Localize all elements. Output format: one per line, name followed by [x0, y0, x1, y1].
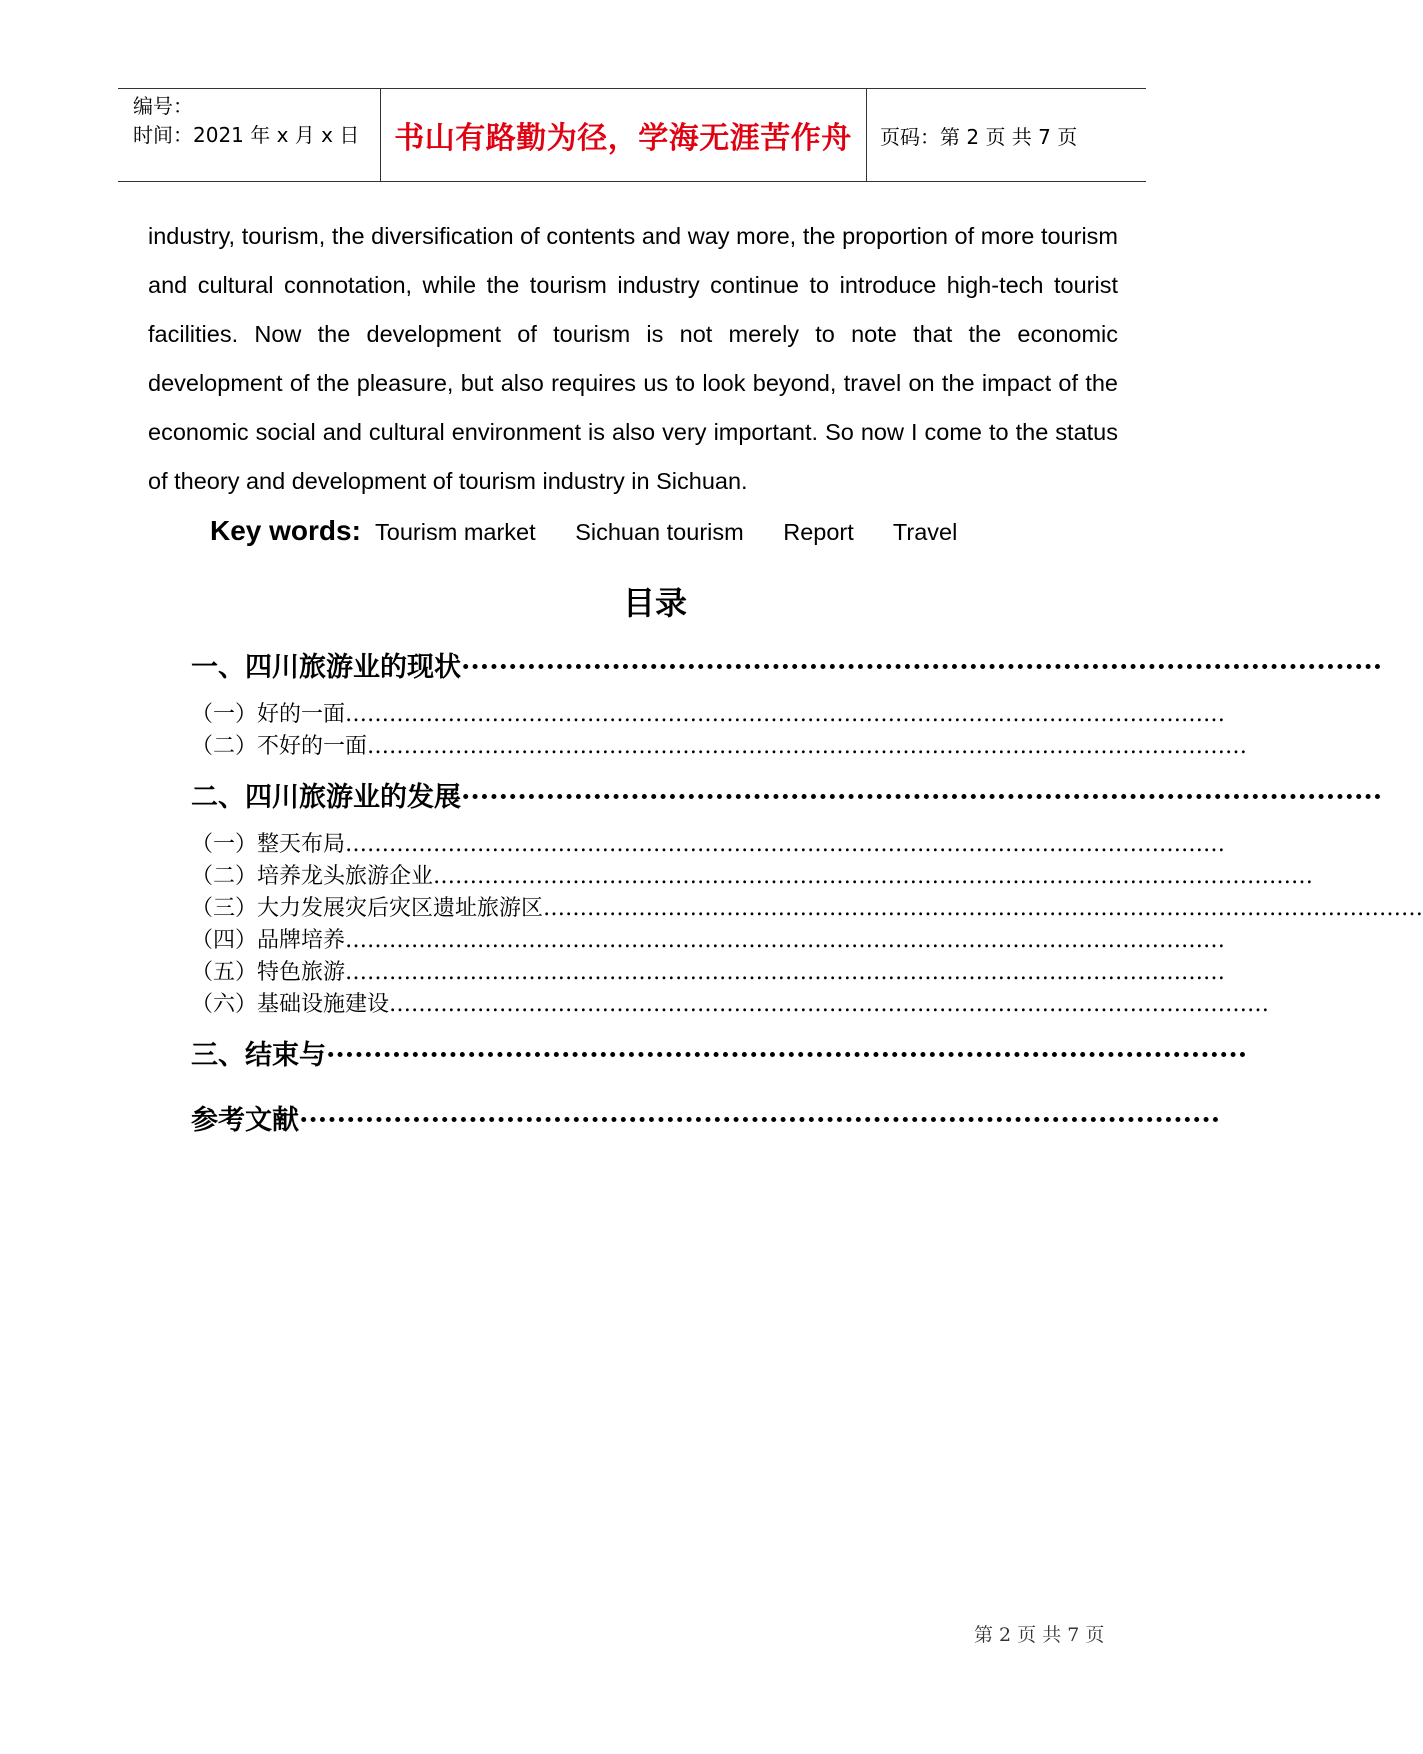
toc-entry[interactable]: [191, 775, 1383, 814]
header-page-info: 页码：第 2 页 共 7 页: [880, 125, 1078, 149]
toc-entry[interactable]: [191, 891, 1423, 922]
keyword-item: Report: [783, 519, 854, 545]
header-divider-left: [380, 88, 381, 181]
header-motto: 书山有路勤为径，学海无涯苦作舟: [394, 121, 852, 156]
toc-leader-dots: …………………………………………………………………………………………………………: [345, 832, 1226, 857]
toc-entry-label: （二）不好的一面: [191, 734, 368, 759]
toc-leader-dots: ··································································································: [299, 1105, 1221, 1136]
header-top-rule: [118, 88, 1146, 89]
toc-leader-dots: ··································································································: [326, 1040, 1248, 1071]
toc-entry-label: 一、四川旅游业的现状: [191, 652, 461, 683]
toc-entry-label: 二、四川旅游业的发展: [191, 782, 461, 813]
toc-entry[interactable]: [191, 987, 1270, 1018]
toc-entry[interactable]: [191, 697, 1226, 728]
footer-page-number: 第 2 页 共 7 页: [974, 1624, 1105, 1646]
toc-leader-dots: …………………………………………………………………………………………………………: [345, 960, 1226, 985]
toc-leader-dots: …………………………………………………………………………………………………………: [433, 864, 1314, 889]
toc-leader-dots: …………………………………………………………………………………………………………: [543, 896, 1423, 921]
toc-entry[interactable]: [191, 923, 1226, 954]
toc-leader-dots: …………………………………………………………………………………………………………: [389, 992, 1270, 1017]
toc-entry-label: （四）品牌培养: [191, 928, 346, 953]
keyword-item: Tourism market: [375, 519, 536, 545]
toc-leader-dots: ··································································································: [461, 782, 1383, 813]
toc-leader-dots: …………………………………………………………………………………………………………: [345, 702, 1226, 727]
time-label: 时间：2021 年 x 月 x 日: [133, 123, 360, 147]
abstract-paragraph: industry, tourism, the diversification of contents and way more, the proportion of more tourism and cultural connotation, while the tourism industry continue to introduce high-tech tourist facilities. Now the development of tourism is not merely to note that the economic development of the pleasure, but also requires us to look beyond, travel on the impact of the economic social and cultural environment is also very important. So now I come to the status of theory and development of tourism industry in Sichuan.: [148, 223, 1118, 494]
toc-entry-label: 三、结束与: [191, 1040, 326, 1071]
keyword-item: Travel: [892, 519, 958, 545]
keyword-item: Sichuan tourism: [575, 519, 744, 545]
toc-entry-label: （一）好的一面: [191, 702, 346, 727]
toc-entry-label: （五）特色旅游: [191, 960, 346, 985]
header-meta: [133, 92, 359, 150]
toc-entry[interactable]: [191, 1033, 1248, 1072]
keywords-label: Key words:: [210, 515, 361, 546]
toc-entry[interactable]: [191, 827, 1226, 858]
toc-entry-label: 参考文献: [191, 1105, 299, 1136]
toc-leader-dots: …………………………………………………………………………………………………………: [345, 928, 1226, 953]
toc-entry[interactable]: [191, 859, 1314, 890]
toc-entry[interactable]: [191, 645, 1383, 684]
toc-entry-label: （六）基础设施建设: [191, 992, 390, 1017]
header-bottom-rule: [118, 181, 1146, 182]
toc-entry-label: （三）大力发展灾后灾区遗址旅游区: [191, 896, 544, 921]
header-divider-right: [866, 88, 867, 181]
toc-entry-label: （二）培养龙头旅游企业: [191, 864, 434, 889]
toc-entry[interactable]: [191, 955, 1226, 986]
toc-leader-dots: ··································································································: [461, 652, 1383, 683]
serial-label: 编号：: [133, 94, 193, 118]
toc-entry-label: （一）整天布局: [191, 832, 346, 857]
toc-leader-dots: …………………………………………………………………………………………………………: [367, 734, 1248, 759]
toc-title: 目录: [622, 584, 687, 622]
toc-entry[interactable]: [191, 1098, 1221, 1137]
toc-entry[interactable]: [191, 729, 1248, 760]
keywords-line: [210, 515, 990, 547]
